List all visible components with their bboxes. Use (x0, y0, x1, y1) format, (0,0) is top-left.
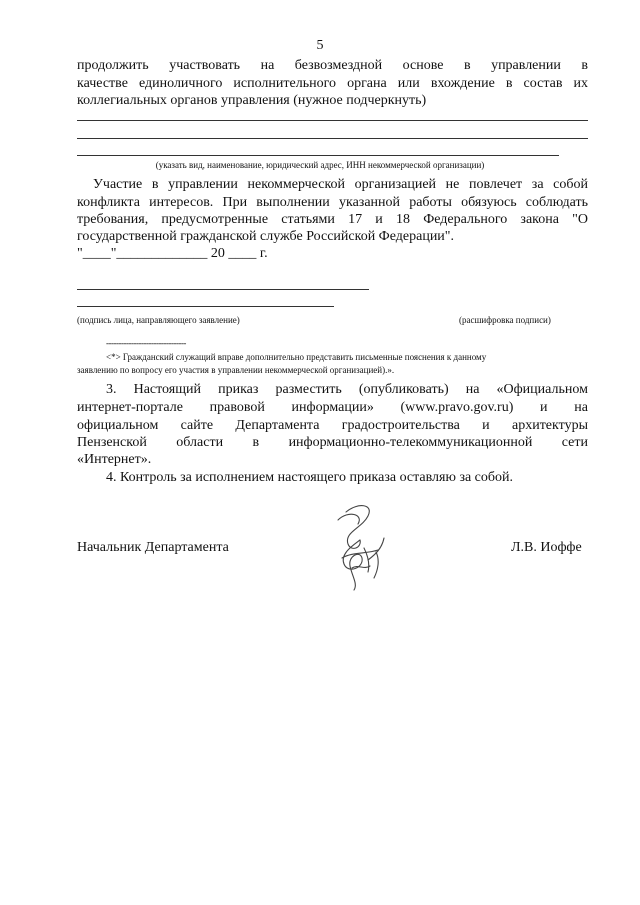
participation-line-2: конфликта интересов. При выполнении указанной работы обязуюсь соблюдать (77, 195, 588, 210)
intro-line-2: качестве единоличного исполнительного органа или вхождение в состав их (77, 76, 588, 91)
word: «Официальном (496, 382, 588, 397)
word: официальном (77, 418, 159, 433)
word: на (465, 382, 480, 397)
word: Пензенской (77, 435, 147, 450)
word: (опубликовать) (358, 382, 449, 397)
org-caption: (указать вид, наименование, юридический адрес, ИНН некоммерческой организации) (155, 160, 485, 170)
word: продолжить (77, 58, 149, 73)
intro-line-3: коллегиальных органов управления (нужное подчеркнуть) (77, 93, 427, 108)
signatory-name: Л.В. Иоффе (511, 540, 582, 555)
word: правовой (209, 400, 265, 415)
word: Департамента (235, 418, 320, 433)
footnote-line-2: заявлению по вопросу его участия в управлении некоммерческой организацией).». (77, 365, 395, 375)
word: и (482, 418, 490, 433)
item3-line-5: «Интернет». (77, 452, 152, 467)
item3-line-1 (106, 381, 588, 398)
word: сайте (180, 418, 214, 433)
word: в (252, 435, 260, 450)
word: управлении (491, 58, 561, 73)
word: в (581, 58, 588, 73)
word: приказ (218, 382, 259, 397)
word: разместить (275, 382, 342, 397)
word: участвовать (169, 58, 241, 73)
footnote-separator: -------------------------------- (106, 338, 186, 348)
signature-line (77, 306, 334, 307)
word: на (574, 400, 588, 415)
participation-line-3: требования, предусмотренные статьями 17 и 18 Федерального закона "О (77, 212, 588, 227)
word: на (260, 58, 275, 73)
item3-line-4 (77, 434, 588, 451)
blank-line (77, 120, 588, 121)
participation-line-4: государственной гражданской службе Российской Федерации". (77, 229, 455, 244)
word: и (540, 400, 548, 415)
word: градостроительства (341, 418, 460, 433)
date-line: "____"_____________ 20 ____ г. (77, 246, 268, 261)
footnote-line-1: <*> Гражданский служащий вправе дополнительно представить письменные пояснения к данному (106, 352, 487, 362)
word: основе (402, 58, 444, 73)
signatory-title: Начальник Департамента (77, 540, 229, 555)
item4-text: 4. Контроль за исполнением настоящего приказа оставляю за собой. (106, 470, 514, 485)
word: сети (561, 435, 588, 450)
participation-line-1: Участие в управлении некоммерческой организацией не повлечет за собой (93, 177, 588, 192)
signature-caption-left: (подпись лица, направляющего заявление) (77, 315, 240, 325)
item3-line-3 (77, 417, 588, 434)
word: 3. (106, 382, 117, 397)
word: архитектуры (511, 418, 588, 433)
word: информационно-телекоммуникационной (288, 435, 533, 450)
word: в (463, 58, 471, 73)
word: Настоящий (133, 382, 201, 397)
page-number: 5 (316, 38, 324, 53)
blank-line (77, 155, 559, 156)
word: информации» (291, 400, 374, 415)
signature-caption-right: (расшифровка подписи) (459, 315, 551, 325)
intro-line-1 (77, 57, 588, 74)
blank-line (77, 138, 588, 139)
word: безвозмездной (294, 58, 383, 73)
item3-line-2 (77, 399, 588, 416)
handwritten-signature (318, 498, 408, 593)
signature-line (77, 289, 369, 290)
word: области (176, 435, 224, 450)
word: (www.pravo.gov.ru) (400, 400, 514, 415)
word: интернет-портале (77, 400, 183, 415)
